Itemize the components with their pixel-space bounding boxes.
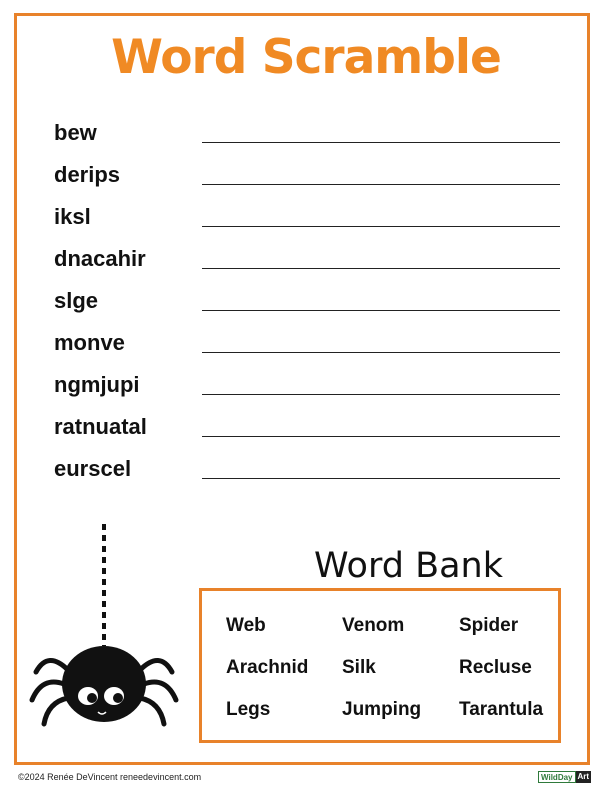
answer-line[interactable] [202,436,560,437]
bank-word: Web [226,615,266,636]
answer-line[interactable] [202,142,560,143]
scrambled-word: dnacahir [54,246,146,271]
spider-body [62,646,146,722]
answer-line[interactable] [202,310,560,311]
bank-word: Legs [226,699,271,720]
scramble-row [54,414,560,444]
bank-word: Silk [342,657,376,678]
scrambled-word: monve [54,330,125,355]
scramble-row [54,456,560,486]
scrambled-word: slge [54,288,99,313]
scramble-row [54,246,560,276]
bank-word: Tarantula [459,699,544,720]
bank-word: Spider [459,615,519,636]
scramble-row [54,204,560,234]
logo-art: Art [577,772,590,781]
answer-line[interactable] [202,394,560,395]
bank-word: Arachnid [226,657,309,678]
wildday-art-logo [538,771,591,783]
scrambled-word: ratnuatal [54,414,147,439]
copyright-text: ©2024 Renée DeVincent reneedevincent.com [18,772,202,782]
scrambled-word: derips [54,162,121,187]
scramble-row [54,162,560,192]
answer-line[interactable] [202,478,560,479]
answer-line[interactable] [202,268,560,269]
logo-word: WildDay [538,771,576,783]
page-title: Word Scramble [111,30,501,85]
word-bank-title: Word Bank [314,546,503,586]
answer-line[interactable] [202,226,560,227]
bank-word: Venom [342,615,405,636]
bank-word: Jumping [342,699,422,720]
scramble-row [54,288,560,318]
scramble-row [54,330,560,360]
scrambled-word: eurscel [54,456,132,481]
scramble-row [54,120,560,150]
scrambled-word: bew [54,120,97,145]
scramble-row [54,372,560,402]
scrambled-word: ngmjupi [54,372,140,397]
answer-line[interactable] [202,352,560,353]
spider-illustration [28,520,188,730]
bank-word: Recluse [459,657,532,678]
word-bank-box [199,588,561,743]
answer-line[interactable] [202,184,560,185]
scrambled-word: iksl [54,204,91,229]
